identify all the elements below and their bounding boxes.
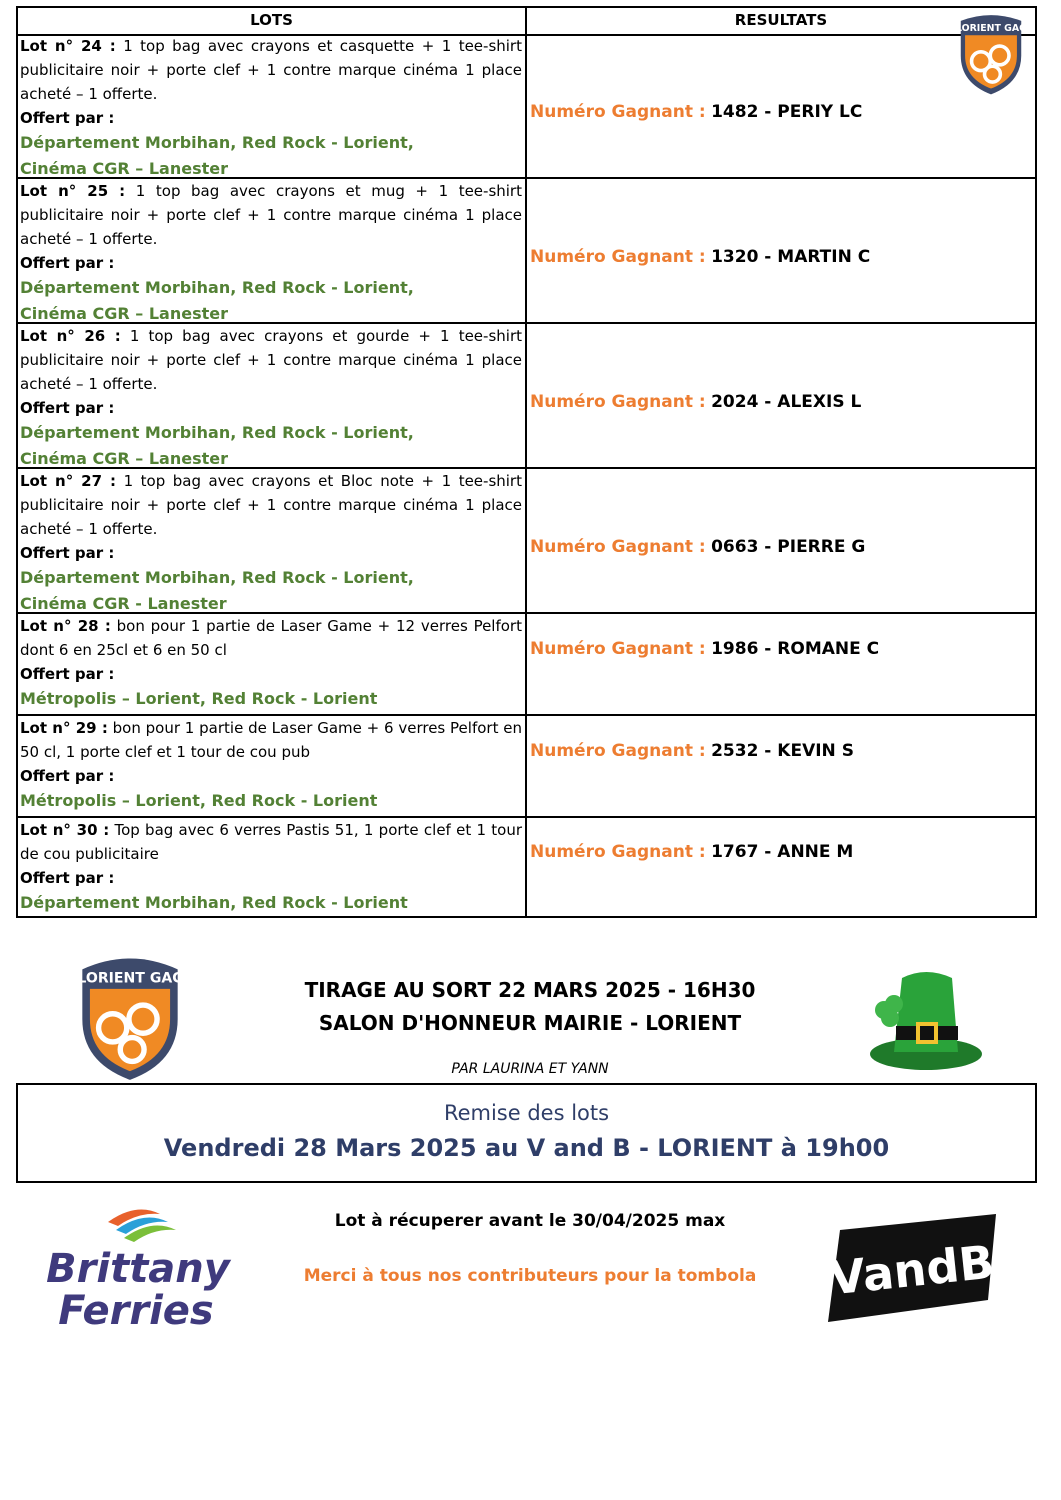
winner-value: 0663 - PIERRE G <box>711 537 866 557</box>
winner-value: 2024 - ALEXIS L <box>711 392 862 412</box>
vandb-text: VandB <box>826 1234 997 1306</box>
donor-line: Département Morbihan, Red Rock - Lorient, <box>20 568 414 587</box>
lot-title: Lot n° 24 : <box>20 37 116 55</box>
logo-text: LORIENT GAC <box>956 22 1026 34</box>
donor-line: Cinéma CGR – Lanester <box>20 449 228 468</box>
lot-title: Lot n° 28 : <box>20 617 111 635</box>
result-cell <box>530 842 853 862</box>
table-row <box>18 324 1035 469</box>
donor-line: Département Morbihan, Red Rock - Lorient, <box>20 133 414 152</box>
donor-line: Cinéma CGR – Lanester <box>20 304 228 323</box>
winner-label: Numéro Gagnant : <box>530 741 706 761</box>
result-cell <box>530 741 854 761</box>
draw-location: SALON D'HONNEUR MAIRIE - LORIENT <box>318 1011 742 1035</box>
vandb-logo <box>826 1212 998 1324</box>
result-cell <box>530 392 861 412</box>
lot-description: 1 top bag avec crayons et mug + 1 tee-shirt publicitaire noir + porte clef + 1 contre marque cinéma 1 place acheté – 1 offerte. <box>20 182 522 248</box>
lot-cell <box>20 469 522 617</box>
lot-title: Lot n° 27 : <box>20 472 117 490</box>
donor-line: Cinéma CGR - Lanester <box>20 594 227 613</box>
table-row <box>18 716 1035 818</box>
winner-value: 1767 - ANNE M <box>711 842 854 862</box>
table-row <box>18 469 1035 614</box>
offert-label: Offert par : <box>20 869 115 887</box>
winner-value: 2532 - KEVIN S <box>711 741 854 761</box>
lot-cell <box>20 179 522 327</box>
table-row <box>18 179 1035 324</box>
offert-label: Offert par : <box>20 767 115 785</box>
lot-cell <box>20 716 522 814</box>
lorient-gac-logo-large-icon <box>74 952 186 1082</box>
donor-line: Métropolis – Lorient, Red Rock - Lorient <box>20 689 378 708</box>
result-cell <box>530 537 865 557</box>
lot-cell <box>20 324 522 472</box>
donor-line: Métropolis – Lorient, Red Rock - Lorient <box>20 791 378 810</box>
offert-label: Offert par : <box>20 254 115 272</box>
lot-description: bon pour 1 partie de Laser Game + 6 verres Pelfort en 50 cl, 1 porte clef et 1 tour de cou pub <box>20 719 522 761</box>
table-row <box>18 818 1035 918</box>
results-table <box>16 6 1037 918</box>
offert-label: Offert par : <box>20 109 115 127</box>
lot-title: Lot n° 30 : <box>20 821 110 839</box>
offert-label: Offert par : <box>20 544 115 562</box>
winner-label: Numéro Gagnant : <box>530 102 706 122</box>
remise-detail: Vendredi 28 Mars 2025 au V and B - LORIENT à 19h00 <box>163 1134 890 1162</box>
winner-label: Numéro Gagnant : <box>530 639 706 659</box>
lot-description: 1 top bag avec crayons et gourde + 1 tee-shirt publicitaire noir + porte clef + 1 contre marque cinéma 1 place acheté – 1 offerte. <box>20 327 522 393</box>
brittany-ferries-logo <box>46 1200 230 1334</box>
header-lots: LOTS <box>250 11 293 29</box>
lot-description: Top bag avec 6 verres Pastis 51, 1 porte clef et 1 tour de cou publicitaire <box>20 821 522 863</box>
pickup-deadline: Lot à récuperer avant le 30/04/2025 max <box>334 1211 726 1231</box>
donor-line: Cinéma CGR – Lanester <box>20 159 228 178</box>
donor-line: Département Morbihan, Red Rock - Lorient <box>20 893 408 912</box>
table-row <box>18 614 1035 716</box>
lot-cell <box>20 818 522 916</box>
prize-collection-box <box>16 1083 1037 1183</box>
remise-title: Remise des lots <box>443 1101 610 1125</box>
thanks-message: Merci à tous nos contributeurs pour la tombola <box>303 1266 757 1286</box>
leprechaun-hat-icon <box>866 964 986 1080</box>
winner-value: 1482 - PERIY LC <box>711 102 863 122</box>
lot-cell <box>20 34 522 182</box>
lorient-gac-logo-icon <box>955 10 1027 98</box>
result-cell <box>530 102 862 122</box>
brittany-text: Brittany <box>46 1246 230 1292</box>
draw-hosts: PAR LAURINA ET YANN <box>451 1061 609 1077</box>
lot-title: Lot n° 26 : <box>20 327 121 345</box>
header-results: RESULTATS <box>734 11 828 29</box>
winner-label: Numéro Gagnant : <box>530 392 706 412</box>
winner-value: 1986 - ROMANE C <box>711 639 880 659</box>
winner-label: Numéro Gagnant : <box>530 842 706 862</box>
logo-text: LORIENT GAC <box>77 970 183 987</box>
result-cell <box>530 639 879 659</box>
donor-line: Département Morbihan, Red Rock - Lorient, <box>20 423 414 442</box>
lot-description: bon pour 1 partie de Laser Game + 12 verres Pelfort dont 6 en 25cl et 6 en 50 cl <box>20 617 522 659</box>
lot-cell <box>20 614 522 712</box>
donor-line: Département Morbihan, Red Rock - Lorient, <box>20 278 414 297</box>
offert-label: Offert par : <box>20 399 115 417</box>
offert-label: Offert par : <box>20 665 115 683</box>
lot-title: Lot n° 29 : <box>20 719 108 737</box>
table-row <box>18 34 1035 179</box>
winner-label: Numéro Gagnant : <box>530 537 706 557</box>
winner-label: Numéro Gagnant : <box>530 247 706 267</box>
ferries-text: Ferries <box>58 1288 214 1334</box>
lot-description: 1 top bag avec crayons et casquette + 1 tee-shirt publicitaire noir + porte clef + 1 contre marque cinéma 1 place acheté – 1 offerte. <box>20 37 522 103</box>
result-cell <box>530 247 870 267</box>
draw-date: TIRAGE AU SORT 22 MARS 2025 - 16H30 <box>304 978 756 1002</box>
lot-title: Lot n° 25 : <box>20 182 126 200</box>
lot-description: 1 top bag avec crayons et Bloc note + 1 tee-shirt publicitaire noir + porte clef + 1 contre marque cinéma 1 place acheté – 1 offerte. <box>20 472 522 538</box>
winner-value: 1320 - MARTIN C <box>711 247 871 267</box>
